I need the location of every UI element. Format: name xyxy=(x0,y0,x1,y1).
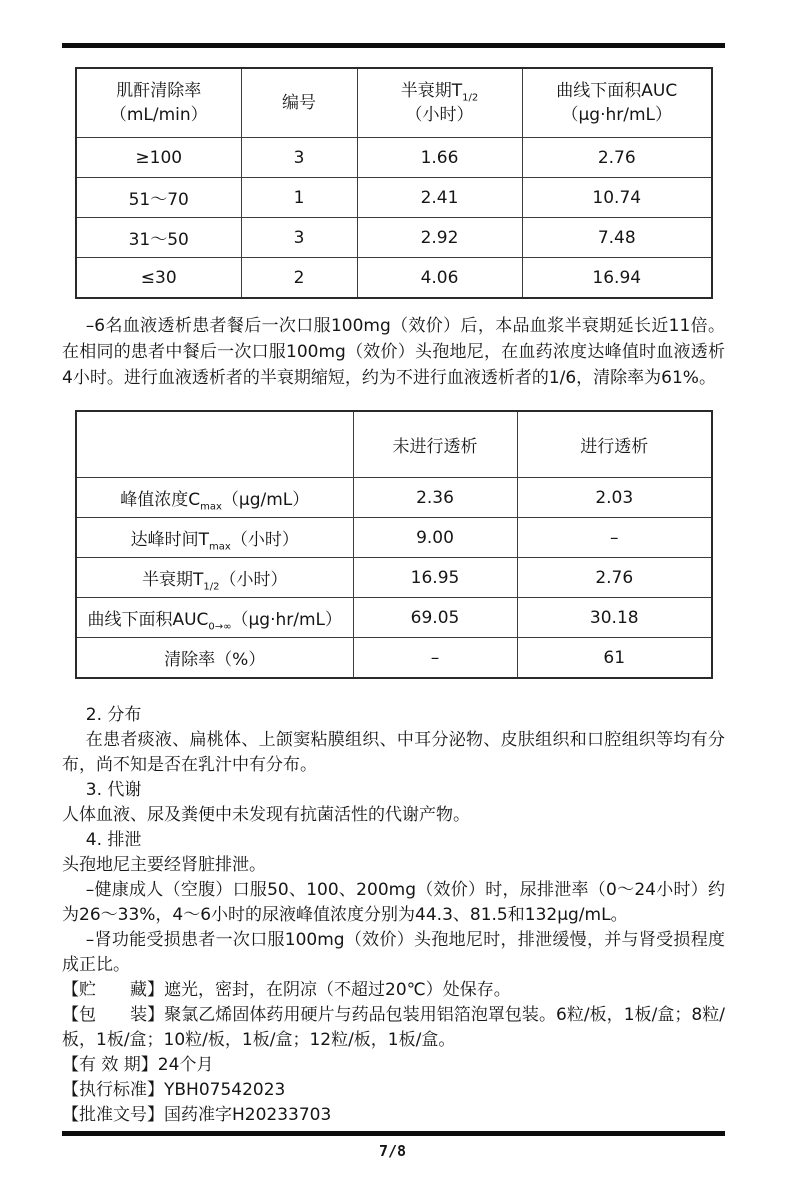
cell-no-dialysis-value: – xyxy=(353,638,517,679)
header-unit: （μg·hr/mL） xyxy=(561,105,673,125)
paragraph-excretion-renal-impaired: –肾功能受损患者一次口服100mg（效价）头孢地尼时，排泄缓慢，并与肾受损程度成正比。 xyxy=(62,930,725,975)
subscript: max xyxy=(209,541,231,553)
section-heading-excretion: 4. 排泄 xyxy=(85,830,142,850)
header-rule xyxy=(62,43,725,48)
cell-auc: 2.76 xyxy=(522,138,712,178)
cell-parameter-label: 曲线下面积$AUC_{0\to\infty}(\mu g\cdot hr/mL)$ xyxy=(76,598,353,638)
table-row xyxy=(76,258,712,299)
field-executive-standard: 【执行标准】YBH07542023 xyxy=(62,1080,286,1100)
subscript: 1/2 xyxy=(462,92,479,104)
table-row xyxy=(76,638,712,679)
paragraph-excretion-main: 头孢地尼主要经肾脏排泄。 xyxy=(62,855,266,875)
section-heading-distribution: 2. 分布 xyxy=(85,705,142,725)
cell-dialysis-value: 61 xyxy=(517,638,712,679)
cell-no-dialysis-value: 9.00 xyxy=(353,518,517,558)
cell-auc: 7.48 xyxy=(522,218,712,258)
cell-auc: 16.94 xyxy=(522,258,712,299)
table-row xyxy=(76,558,712,598)
subscript: max xyxy=(200,501,222,513)
header-unit: （小时） xyxy=(405,105,474,125)
page-number: 7/8 xyxy=(378,1142,407,1160)
cell-half-life: 2.92 xyxy=(357,218,522,258)
field-shelf-life: 【有 效 期】24个月 xyxy=(62,1055,214,1075)
cell-auc: 10.74 xyxy=(522,178,712,218)
header-line: 编号 xyxy=(282,93,316,113)
cell-dialysis-value: 2.03 xyxy=(517,478,712,518)
subscript: 0→∞ xyxy=(208,621,232,633)
cell-clearance-range: ≤30 xyxy=(76,258,241,299)
header-auc xyxy=(522,68,712,138)
header-no-dialysis: 未进行透析 xyxy=(353,411,517,478)
header-unit: （mL/min） xyxy=(109,105,208,125)
cell-clearance-range: 51～70 xyxy=(76,178,241,218)
header-dialysis: 进行透析 xyxy=(517,411,712,478)
cell-clearance-range: ≥100 xyxy=(76,138,241,178)
header-half-life xyxy=(357,68,522,138)
cell-no-dialysis-value: 16.95 xyxy=(353,558,517,598)
field-storage: 【贮 藏】遮光，密封，在阴凉（不超过20℃）处保存。 xyxy=(62,980,511,1000)
header-line: 曲线下面积AUC xyxy=(556,81,678,101)
paragraph-distribution: 在患者痰液、扁桃体、上颌窦粘膜组织、中耳分泌物、皮肤组织和口腔组织等均有分布，尚不知是否在乳汁中有分布。 xyxy=(62,730,725,775)
table-header-row xyxy=(76,68,712,138)
table-row xyxy=(76,598,712,638)
cell-dialysis-value: 30.18 xyxy=(517,598,712,638)
paragraph-metabolism: 人体血液、尿及粪便中未发现有抗菌活性的代谢产物。 xyxy=(62,805,470,825)
section-heading-metabolism: 3. 代谢 xyxy=(85,780,142,800)
header-empty-cell xyxy=(76,411,353,478)
paragraph-excretion-healthy-adults: –健康成人（空腹）口服50、100、200mg（效价）时，尿排泄率（0～24小时）约为26～33%，4～6小时的尿液峰值浓度分别为44.3、81.5和132μg/mL。 xyxy=(62,880,725,925)
table-row xyxy=(76,138,712,178)
subscript: 1/2 xyxy=(203,581,220,593)
table-row xyxy=(76,218,712,258)
cell-half-life: 2.41 xyxy=(357,178,522,218)
footer-rule xyxy=(62,1131,725,1136)
cell-parameter-label: 达峰时间$T_{max}$（小时） xyxy=(76,518,353,558)
table-row xyxy=(76,518,712,558)
field-packaging: 【包 装】聚氯乙烯固体药用硬片与药品包装用铝箔泡罩包装。6粒/板，1板/盒；8粒/板，1板/盒；10粒/板，1板/盒；12粒/板，1板/盒。 xyxy=(62,1005,725,1050)
dialysis-comparison-table xyxy=(75,410,713,679)
cell-dialysis-value: 2.76 xyxy=(517,558,712,598)
table-header-row xyxy=(76,411,712,478)
cell-half-life: 1.66 xyxy=(357,138,522,178)
body-text-block xyxy=(62,703,725,1128)
cell-subject-count: 3 xyxy=(241,218,357,258)
cell-subject-count: 1 xyxy=(241,178,357,218)
cell-clearance-range: 31～50 xyxy=(76,218,241,258)
header-line: 半衰期$T_{1/2}$ xyxy=(400,81,479,104)
header-line: 肌酐清除率 xyxy=(116,81,202,101)
cell-subject-count: 3 xyxy=(241,138,357,178)
cell-half-life: 4.06 xyxy=(357,258,522,299)
table-row xyxy=(76,478,712,518)
renal-clearance-table xyxy=(75,67,713,299)
cell-dialysis-value: – xyxy=(517,518,712,558)
table-row xyxy=(76,178,712,218)
cell-parameter-label: 半衰期$T_{1/2}$（小时） xyxy=(76,558,353,598)
field-approval-number: 【批准文号】国药准字H20233703 xyxy=(62,1105,332,1125)
paragraph-hemodialysis: –6名血液透析患者餐后一次口服100mg（效价）后，本品血浆半衰期延长近11倍。在相同的患者中餐后一次口服100mg（效价）头孢地尼，在血药浓度达峰值时血液透析4小时。进行血液透析者的半衰期缩短，约为不进行血液透析者的1/6，清除率为61%。 xyxy=(62,316,725,388)
cell-parameter-label: 峰值浓度$C_{max}(\mu g/mL)$ xyxy=(76,478,353,518)
header-subject-count xyxy=(241,68,357,138)
header-creatinine-clearance xyxy=(76,68,241,138)
cell-no-dialysis-value: 69.05 xyxy=(353,598,517,638)
cell-no-dialysis-value: 2.36 xyxy=(353,478,517,518)
cell-subject-count: 2 xyxy=(241,258,357,299)
cell-parameter-label: 清除率（%） xyxy=(76,638,353,679)
